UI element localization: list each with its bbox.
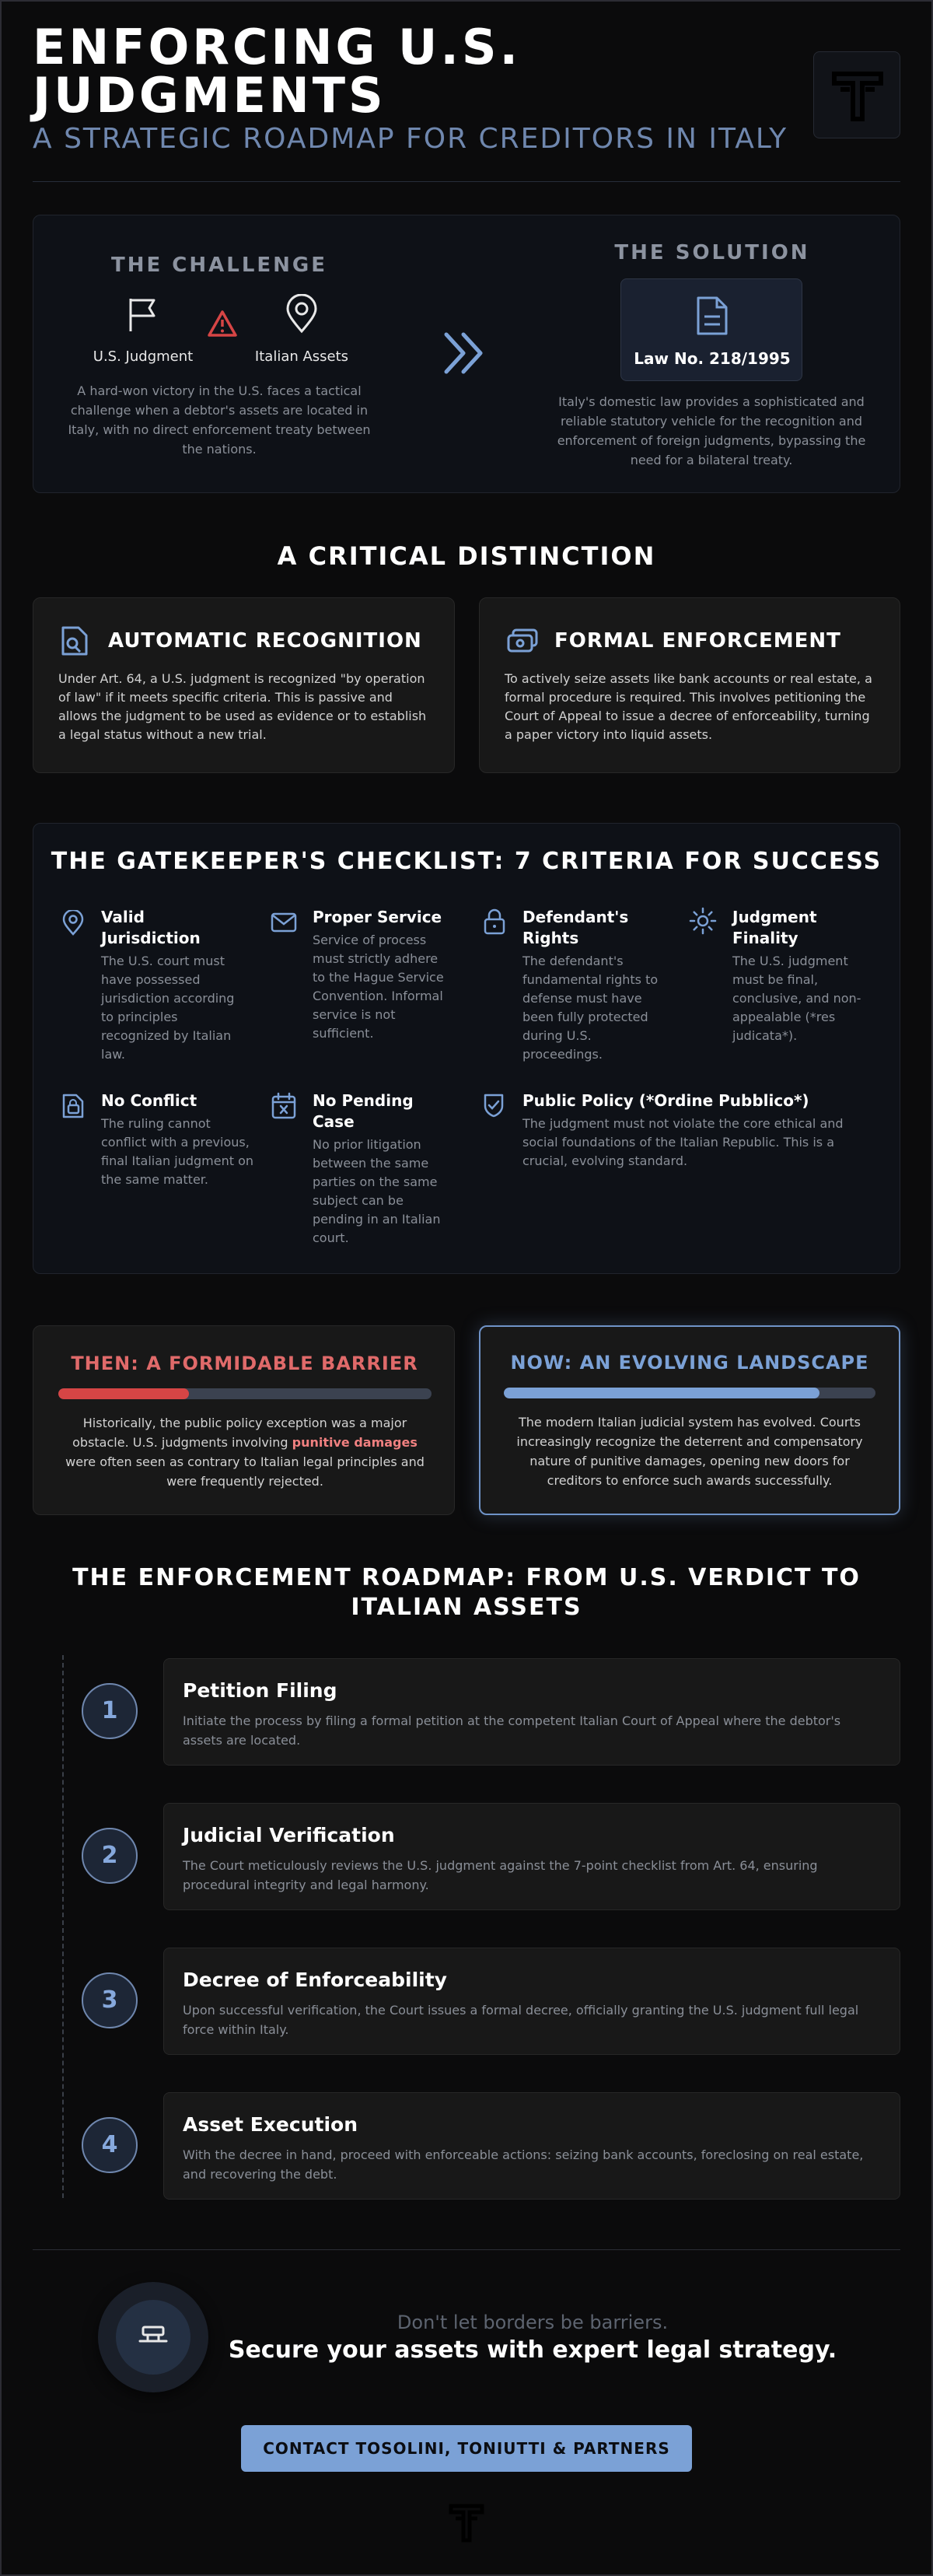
challenge-text: A hard-won victory in the U.S. faces a tactical challenge when a debtor's assets are located in Italy, with no direct enforcement treaty between the nations. — [68, 383, 371, 457]
solution-text: Italy's domestic law provides a sophisticated and reliable statutory vehicle for the recognition and enforcement of foreign judgments, bypassing the need for a bilateral treaty. — [557, 394, 866, 467]
search-document-icon — [60, 625, 89, 657]
enforcement-text: To actively seize assets like bank accounts or real estate, a formal procedure is required. This involves petitioning the Court of Appeal to issue a decree of enforceability, turning a paper victory into liquid assets. — [505, 671, 872, 742]
cta-tagline: Don't let borders be barriers. — [397, 2312, 669, 2333]
criterion-text: Service of process must strictly adhere to the Hague Service Convention. Informal service is not sufficient. — [313, 933, 444, 1041]
envelope-icon — [271, 912, 297, 933]
distinction-heading: A CRITICAL DISTINCTION — [277, 541, 656, 571]
page-title: ENFORCING U.S. JUDGMENTS — [33, 19, 522, 124]
enforcement-card — [479, 597, 900, 773]
now-progress-fill — [504, 1388, 819, 1398]
criterion-item — [522, 907, 669, 1064]
recognition-title: AUTOMATIC RECOGNITION — [108, 629, 422, 653]
calendar-x-icon — [271, 1092, 297, 1120]
step-number: 2 — [82, 1828, 138, 1884]
criterion-title: Public Policy (*Ordine Pubblico*) — [522, 1091, 809, 1110]
lock-icon — [482, 908, 507, 935]
step-number: 1 — [82, 1683, 138, 1739]
now-text: The modern Italian judicial system has evolved. Courts increasingly recognize the deterrent and compensatory nature of punitive damages, opening new doors for creditors to enforce such awards successfully. — [516, 1415, 863, 1488]
enforcement-title: FORMAL ENFORCEMENT — [554, 629, 841, 653]
roadmap-heading: THE ENFORCEMENT ROADMAP: FROM U.S. VERDICT TO ITALIAN ASSETS — [72, 1564, 861, 1621]
criterion-title: No Conflict — [101, 1091, 197, 1110]
document-conflict-icon — [59, 1092, 87, 1120]
law-box — [620, 278, 802, 381]
roadmap-step — [163, 2092, 900, 2200]
step-title: Decree of Enforceability — [183, 1969, 447, 1991]
step-text: Upon successful verification, the Court issues a formal decree, officially granting the U.S. judgment full legal force within Italy. — [183, 2003, 859, 2037]
criterion-item — [732, 907, 872, 1045]
shield-check-icon — [480, 1092, 507, 1118]
now-card — [479, 1325, 900, 1515]
criterion-item — [313, 1090, 453, 1248]
now-title: NOW: AN EVOLVING LANDSCAPE — [510, 1352, 869, 1374]
punitive-damages-highlight: punitive damages — [292, 1435, 418, 1450]
location-pin-icon — [61, 910, 86, 936]
roadmap-step — [163, 1948, 900, 2055]
footer-logo — [442, 2498, 491, 2545]
cta-headline: Secure your assets with expert legal strategy. — [228, 2336, 837, 2364]
italian-assets-label: Italian Assets — [254, 348, 349, 365]
recognition-card — [33, 597, 455, 773]
header-divider — [33, 181, 900, 182]
criterion-item — [101, 1090, 257, 1189]
footer-divider — [33, 2249, 900, 2250]
criterion-title: No Pending Case — [313, 1091, 414, 1131]
challenge-label: THE CHALLENGE — [110, 254, 328, 277]
criterion-title: Proper Service — [313, 908, 442, 926]
roadmap-timeline-line — [62, 1655, 64, 2198]
criterion-text: The ruling cannot conflict with a previous, final Italian judgment on the same matter. — [101, 1116, 254, 1187]
criterion-title: Valid Jurisdiction — [101, 908, 201, 947]
firm-logo — [813, 51, 900, 138]
tt-monogram-icon — [442, 2498, 491, 2545]
criterion-title: Defendant's Rights — [522, 908, 629, 947]
us-judgment-label: U.S. Judgment — [93, 348, 194, 365]
step-text: With the decree in hand, proceed with enforceable actions: seizing bank accounts, foreclosing on real estate, and recovering the debt. — [183, 2147, 864, 2182]
recognition-text: Under Art. 64, a U.S. judgment is recognized "by operation of law" if it meets specific criteria. This is passive and allows the judgment to be used as evidence or to establish a legal status without a new trial. — [58, 671, 427, 742]
then-text-after: were often seen as contrary to Italian legal principles and were frequently rejected. — [65, 1454, 425, 1489]
step-text: The Court meticulously reviews the U.S. judgment against the 7-point checklist from Art. 64, ensuring procedural integrity and legal harmony. — [183, 1858, 818, 1892]
criterion-item — [313, 907, 453, 1043]
criterion-item — [101, 907, 241, 1064]
then-card — [33, 1325, 455, 1515]
law-number: Law No. 218/1995 — [634, 349, 791, 368]
criterion-item — [522, 1090, 865, 1171]
now-progress-bar — [504, 1388, 875, 1398]
then-progress-fill — [58, 1388, 189, 1399]
then-text — [58, 1413, 432, 1491]
step-title: Asset Execution — [183, 2113, 358, 2136]
step-number: 4 — [82, 2117, 138, 2173]
sun-gear-icon — [689, 907, 717, 935]
warning-icon — [207, 310, 238, 338]
criterion-text: The U.S. court must have possessed jurisdiction according to principles recognized by Italian law. — [101, 954, 235, 1062]
step-number: 3 — [82, 1972, 138, 2028]
gavel-icon — [137, 2321, 169, 2352]
flag-icon — [123, 294, 163, 334]
avatar — [98, 2282, 208, 2392]
criterion-text: The U.S. judgment must be final, conclusive, and non-appealable (*res judicata*). — [732, 954, 861, 1043]
criterion-text: No prior litigation between the same parties on the same subject can be pending in an Italian court. — [313, 1137, 441, 1245]
chevron-right-icon — [440, 330, 490, 376]
step-title: Judicial Verification — [183, 1824, 395, 1846]
contact-button[interactable]: CONTACT TOSOLINI, TONIUTTI & PARTNERS — [241, 2425, 692, 2472]
checklist-heading: THE GATEKEEPER'S CHECKLIST: 7 CRITERIA FOR SUCCESS — [51, 848, 882, 875]
page-subtitle: A STRATEGIC ROADMAP FOR CREDITORS IN ITALY — [33, 123, 788, 155]
tt-monogram-icon — [814, 52, 901, 139]
then-progress-bar — [58, 1388, 432, 1399]
money-icon — [506, 628, 539, 654]
then-title: THEN: A FORMIDABLE BARRIER — [71, 1353, 418, 1374]
document-icon — [695, 295, 729, 337]
criterion-text: The defendant's fundamental rights to defense must have been fully protected during U.S. proceedings. — [522, 954, 659, 1062]
location-pin-icon — [281, 294, 322, 334]
roadmap-step — [163, 1658, 900, 1766]
criterion-text: The judgment must not violate the core ethical and social foundations of the Italian Republic. This is a crucial, evolving standard. — [522, 1116, 844, 1168]
step-text: Initiate the process by filing a formal petition at the competent Italian Court of Appeal where the debtor's assets are located. — [183, 1713, 841, 1748]
solution-label: THE SOLUTION — [614, 241, 810, 264]
criterion-title: Judgment Finality — [732, 908, 817, 947]
then-text-before: Historically, the public policy exception was a major obstacle. U.S. judgments involving — [72, 1416, 407, 1450]
roadmap-step — [163, 1803, 900, 1910]
step-title: Petition Filing — [183, 1679, 337, 1702]
